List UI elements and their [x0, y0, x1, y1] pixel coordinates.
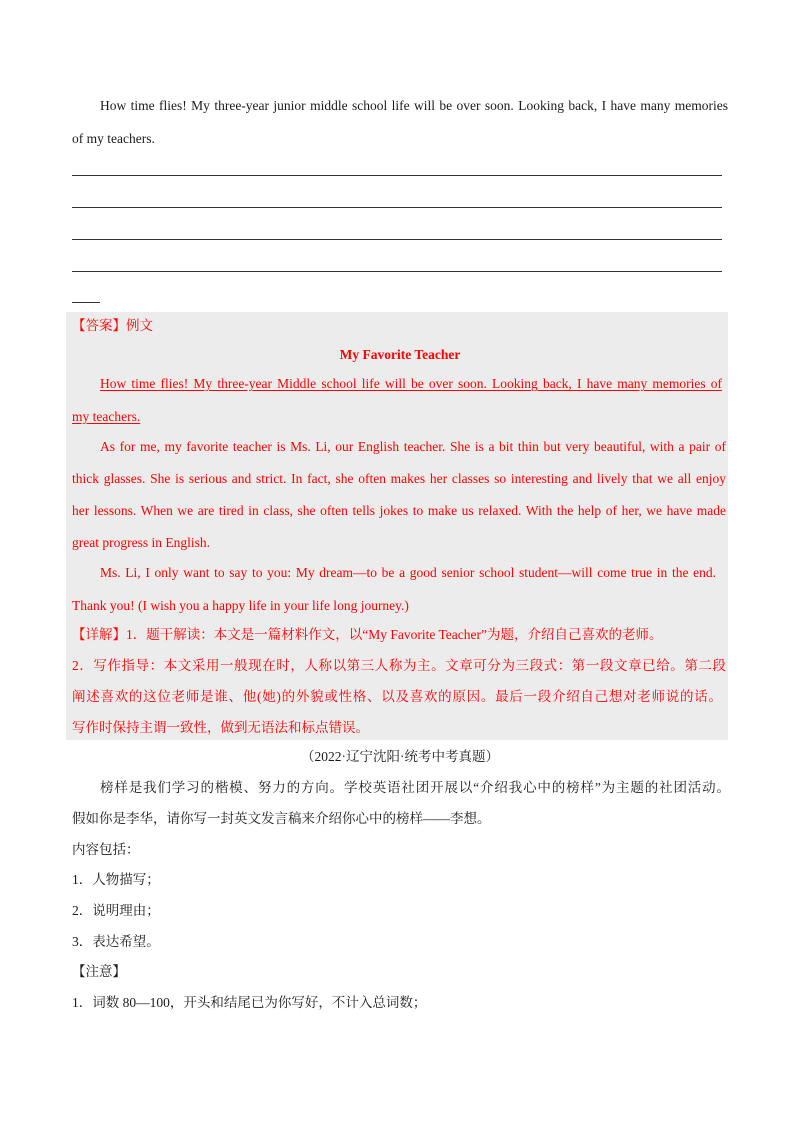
prompt-line-2: of my teachers.: [72, 131, 155, 146]
content-label: 内容包括：: [72, 842, 140, 857]
writing-line-1[interactable]: [72, 175, 722, 176]
task-intro-line-2: 假如你是李华，请你写一封英文发言稿来介绍你心中的榜样——李想。: [72, 811, 491, 826]
answer-tag: 【答案】例文: [72, 318, 153, 333]
note-line-1: 1．词数 80—100，开头和结尾已为你写好，不计入总词数；: [72, 995, 427, 1010]
detail-line-4: 写作时保持主谓一致性，做到无语法和标点错误。: [72, 720, 369, 735]
content-item-3: 3．表达希望。: [72, 934, 160, 949]
detail-line-2: 2．写作指导：本文采用一般现在时，人称以第三人称为主。文章可分为三段式：第一段文章已给。第二段: [72, 658, 726, 673]
writing-line-short[interactable]: [72, 302, 100, 303]
writing-line-4[interactable]: [72, 271, 722, 272]
answer-p2-line-2: thick glasses. She is serious and strict. In fact, she often makes her classes so interesting and lively that we all enjoy: [72, 471, 726, 486]
content-item-1: 1．人物描写；: [72, 872, 160, 887]
content-item-2: 2．说明理由；: [72, 903, 160, 918]
prompt-line-1: How time flies! My three-year junior middle school life will be over soon. Looking back, I have many memories: [100, 98, 728, 113]
answer-p1-line-2: my teachers.: [72, 409, 141, 424]
answer-p3-line-2: Thank you! (I wish you a happy life in your life long journey.): [72, 598, 409, 613]
answer-p2-line-1: As for me, my favorite teacher is Ms. Li, our English teacher. She is a bit thin but very beautiful, with a pair of: [100, 439, 726, 454]
detail-line-1: 【详解】1．题干解读：本文是一篇材料作文，以“My Favorite Teacher”为题，介绍自己喜欢的老师。: [72, 627, 663, 642]
writing-line-2[interactable]: [72, 207, 722, 208]
answer-p2-line-4: great progress in English.: [72, 535, 210, 550]
detail-line-3: 阐述喜欢的这位老师是谁、他(她)的外貌或性格、以及喜欢的原因。最后一段介绍自己想对老师说的话。: [72, 689, 722, 704]
writing-line-3[interactable]: [72, 239, 722, 240]
answer-p3-line-1: Ms. Li, I only want to say to you: My dream—to be a good senior school student—will come true in the end.: [100, 565, 716, 580]
note-label: 【注意】: [72, 964, 126, 979]
answer-title: My Favorite Teacher: [339, 347, 461, 362]
answer-p1-line-1: How time flies! My three-year Middle school life will be over soon. Looking back, I have many memories of: [100, 376, 722, 391]
task-intro-line-1: 榜样是我们学习的楷模、努力的方向。学校英语社团开展以“介绍我心中的榜样”为主题的社团活动。: [100, 780, 730, 795]
answer-p2-line-3: her lessons. When we are tired in class, she often tells jokes to make us relaxed. With the help of her, we have made: [72, 503, 726, 518]
question-source: （2022·辽宁沈阳·统考中考真题）: [301, 749, 499, 764]
